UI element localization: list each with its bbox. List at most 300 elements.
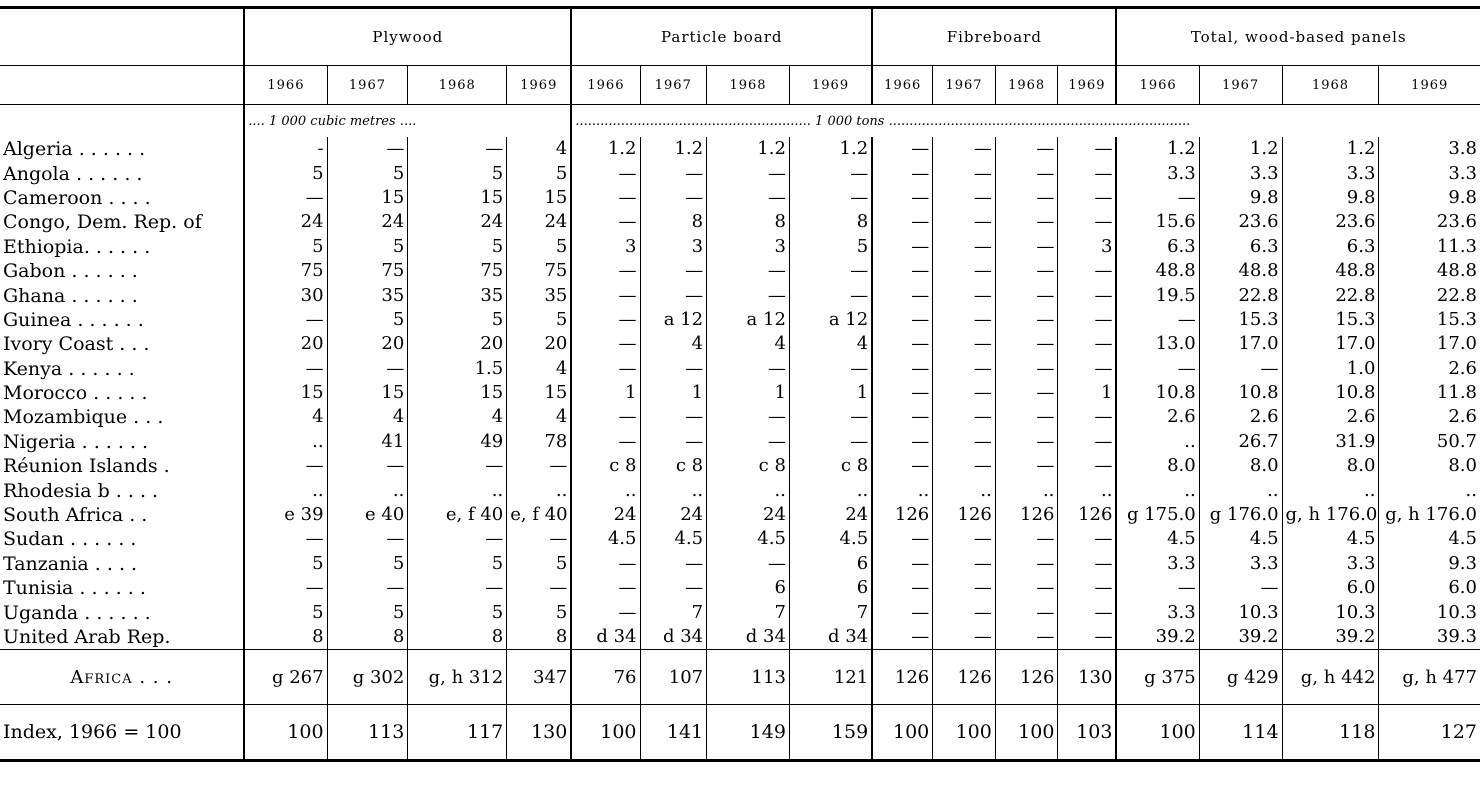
table-row <box>0 308 1480 332</box>
table-cell: 3.3 <box>1199 161 1282 185</box>
table-cell: 1.2 <box>789 137 872 161</box>
table-cell: — <box>707 357 790 381</box>
index-cell: 100 <box>244 705 327 761</box>
index-cell: 114 <box>1199 705 1282 761</box>
unit-others: ......................................................... 1 000 tons ......................................................................... <box>571 105 1480 138</box>
table-row <box>0 454 1480 478</box>
table-cell: 75 <box>244 259 327 283</box>
table-cell: — <box>933 186 996 210</box>
table-cell: 5 <box>327 600 408 624</box>
index-cell: 118 <box>1282 705 1379 761</box>
table-cell: 35 <box>507 283 572 307</box>
table-cell: — <box>571 552 640 576</box>
table-cell: 24 <box>571 503 640 527</box>
table-cell: .. <box>1282 478 1379 502</box>
table-cell: 24 <box>707 503 790 527</box>
table-cell: .. <box>1116 430 1199 454</box>
table-cell: — <box>933 332 996 356</box>
table-cell: 1 <box>640 381 707 405</box>
table-row <box>0 600 1480 624</box>
table-cell: .. <box>789 478 872 502</box>
table-cell: — <box>1058 259 1117 283</box>
country-name: Tunisia . . . . . . <box>3 577 146 600</box>
table-cell: 4 <box>327 405 408 429</box>
year-header: 1969 <box>507 66 572 105</box>
table-cell: — <box>933 357 996 381</box>
table-cell: e 39 <box>244 503 327 527</box>
table-cell: 2.6 <box>1199 405 1282 429</box>
country-name: Réunion Islands . <box>3 455 170 478</box>
table-cell: — <box>707 552 790 576</box>
table-cell: — <box>872 235 933 259</box>
table-cell: — <box>933 308 996 332</box>
table-cell: — <box>933 600 996 624</box>
table-cell: — <box>789 186 872 210</box>
total-cell: g 375 <box>1116 650 1199 705</box>
table-cell: 8.0 <box>1199 454 1282 478</box>
table-cell: 26.7 <box>1199 430 1282 454</box>
year-header: 1967 <box>327 66 408 105</box>
table-cell: 10.8 <box>1199 381 1282 405</box>
table-row <box>0 478 1480 502</box>
table-cell: g 176.0 <box>1199 503 1282 527</box>
year-header: 1967 <box>1199 66 1282 105</box>
table-cell: — <box>640 186 707 210</box>
table-cell: — <box>995 161 1058 185</box>
table-cell: 5 <box>327 552 408 576</box>
table-cell: 15 <box>507 186 572 210</box>
table-cell: .. <box>1379 478 1480 502</box>
table-cell: — <box>408 576 507 600</box>
table-cell: a 12 <box>789 308 872 332</box>
table-cell: — <box>872 576 933 600</box>
table-cell: — <box>408 137 507 161</box>
table-cell: — <box>507 454 572 478</box>
table-cell: a 12 <box>707 308 790 332</box>
table-cell: .. <box>640 478 707 502</box>
table-row <box>0 235 1480 259</box>
table-cell: e 40 <box>327 503 408 527</box>
table-cell: — <box>1058 283 1117 307</box>
table-cell: — <box>327 454 408 478</box>
year-header: 1966 <box>571 66 640 105</box>
table-cell: 35 <box>408 283 507 307</box>
table-row <box>0 527 1480 551</box>
year-header: 1968 <box>1282 66 1379 105</box>
table-cell: 5 <box>507 161 572 185</box>
table-cell: 6.0 <box>1282 576 1379 600</box>
table-cell: — <box>933 235 996 259</box>
table-cell: 126 <box>1058 503 1117 527</box>
table-cell: — <box>789 161 872 185</box>
table-cell: 24 <box>408 210 507 234</box>
total-cell: g 302 <box>327 650 408 705</box>
table-cell: 15 <box>327 381 408 405</box>
header-blank <box>0 8 244 66</box>
table-cell: .. <box>327 478 408 502</box>
table-cell: 3 <box>707 235 790 259</box>
table-cell: 1 <box>789 381 872 405</box>
table-cell: 3 <box>1058 235 1117 259</box>
table-cell: 5 <box>408 552 507 576</box>
table-cell: — <box>1199 357 1282 381</box>
country-name: Rhodesia b . . . . <box>3 479 159 502</box>
total-cell: 126 <box>933 650 996 705</box>
table-cell: — <box>995 332 1058 356</box>
table-cell: — <box>872 381 933 405</box>
table-cell: 2.6 <box>1282 405 1379 429</box>
table-cell: — <box>995 308 1058 332</box>
table-row <box>0 503 1480 527</box>
table-row <box>0 137 1480 161</box>
table-row <box>0 381 1480 405</box>
index-cell: 100 <box>933 705 996 761</box>
table-cell: — <box>995 454 1058 478</box>
table-cell: — <box>872 161 933 185</box>
country-name: Angola . . . . . . <box>3 162 143 185</box>
table-cell: c 8 <box>789 454 872 478</box>
table-cell: 126 <box>995 503 1058 527</box>
index-row <box>0 705 1480 761</box>
table-cell: 17.0 <box>1282 332 1379 356</box>
table-cell: 15 <box>244 381 327 405</box>
table-cell: — <box>1058 430 1117 454</box>
table-cell: — <box>571 186 640 210</box>
table-cell: — <box>995 552 1058 576</box>
table-cell: 24 <box>244 210 327 234</box>
table-cell: — <box>327 137 408 161</box>
table-cell: 39.2 <box>1116 625 1199 650</box>
table-cell: 15.3 <box>1282 308 1379 332</box>
table-cell: — <box>1116 357 1199 381</box>
year-header: 1968 <box>995 66 1058 105</box>
table-cell: 24 <box>327 210 408 234</box>
table-cell: — <box>707 430 790 454</box>
table-cell: — <box>640 357 707 381</box>
table-cell: — <box>995 259 1058 283</box>
table-cell: .. <box>507 478 572 502</box>
table-cell: — <box>789 357 872 381</box>
total-cell: 113 <box>707 650 790 705</box>
table-cell: 5 <box>507 600 572 624</box>
table-cell: d 34 <box>707 625 790 650</box>
table-cell: — <box>640 552 707 576</box>
table-row <box>0 552 1480 576</box>
table-cell: — <box>571 210 640 234</box>
year-header: 1967 <box>640 66 707 105</box>
table-cell: — <box>707 283 790 307</box>
table-cell: 4 <box>507 357 572 381</box>
table-cell: 17.0 <box>1199 332 1282 356</box>
table-cell: — <box>933 381 996 405</box>
table-cell: — <box>933 552 996 576</box>
country-name: Cameroon . . . . <box>3 186 151 209</box>
table-cell: — <box>571 430 640 454</box>
table-cell: — <box>933 625 996 650</box>
table-cell: .. <box>995 478 1058 502</box>
table-cell: — <box>872 210 933 234</box>
table-cell: 9.8 <box>1379 186 1480 210</box>
index-cell: 130 <box>507 705 572 761</box>
table-cell: 24 <box>507 210 572 234</box>
table-cell: 5 <box>408 235 507 259</box>
table-cell: 5 <box>789 235 872 259</box>
table-cell: — <box>933 210 996 234</box>
country-name: Ivory Coast . . . <box>3 333 150 356</box>
table-cell: 1.5 <box>408 357 507 381</box>
table-cell: — <box>571 283 640 307</box>
table-cell: — <box>933 405 996 429</box>
table-cell: — <box>244 357 327 381</box>
table-cell: 15.3 <box>1199 308 1282 332</box>
year-header: 1966 <box>1116 66 1199 105</box>
table-cell: 8 <box>640 210 707 234</box>
table-cell: 2.6 <box>1379 405 1480 429</box>
table-cell: — <box>933 430 996 454</box>
table-cell: 5 <box>244 600 327 624</box>
table-cell: 30 <box>244 283 327 307</box>
table-cell: 5 <box>327 308 408 332</box>
table-cell: 1.2 <box>1116 137 1199 161</box>
country-name: Congo, Dem. Rep. of <box>3 211 202 234</box>
table-cell: — <box>872 186 933 210</box>
table-cell: — <box>1058 186 1117 210</box>
table-cell: — <box>571 259 640 283</box>
table-cell: — <box>1058 332 1117 356</box>
table-cell: .. <box>408 478 507 502</box>
table-cell: .. <box>1199 478 1282 502</box>
table-cell: 4.5 <box>640 527 707 551</box>
table-cell: 4.5 <box>1282 527 1379 551</box>
table-cell: — <box>789 405 872 429</box>
table-row <box>0 332 1480 356</box>
total-row <box>0 650 1480 705</box>
unit-plywood: .... 1 000 cubic metres .... <box>244 105 571 138</box>
table-cell: 4 <box>789 332 872 356</box>
table-cell: — <box>1058 357 1117 381</box>
table-cell: — <box>995 405 1058 429</box>
table-cell: e, f 40 <box>408 503 507 527</box>
table-cell: .. <box>872 478 933 502</box>
table-cell: 4 <box>507 137 572 161</box>
table-cell: 9.8 <box>1199 186 1282 210</box>
table-cell: 5 <box>507 308 572 332</box>
table-cell: 6.3 <box>1282 235 1379 259</box>
table-cell: — <box>995 186 1058 210</box>
table-cell: 4.5 <box>1199 527 1282 551</box>
table-cell: 5 <box>408 161 507 185</box>
table-cell: 4.5 <box>571 527 640 551</box>
index-cell: 127 <box>1379 705 1480 761</box>
table-cell: g, h 176.0 <box>1379 503 1480 527</box>
table-cell: — <box>507 527 572 551</box>
table-cell: 1.2 <box>1282 137 1379 161</box>
table-cell: 6 <box>789 552 872 576</box>
table-cell: 10.3 <box>1379 600 1480 624</box>
table-row <box>0 161 1480 185</box>
country-name: Ghana . . . . . . <box>3 284 138 307</box>
table-cell: 2.6 <box>1116 405 1199 429</box>
country-name: Guinea . . . . . . <box>3 308 144 331</box>
table-cell: 126 <box>933 503 996 527</box>
year-header: 1969 <box>1058 66 1117 105</box>
table-cell: 24 <box>640 503 707 527</box>
total-cell: g, h 312 <box>408 650 507 705</box>
table-cell: - <box>244 137 327 161</box>
table-cell: — <box>640 283 707 307</box>
table-cell: 5 <box>507 552 572 576</box>
table-cell: — <box>571 405 640 429</box>
table-cell: — <box>507 576 572 600</box>
table-cell: — <box>640 259 707 283</box>
country-name: South Africa . . <box>3 504 148 527</box>
unit-row <box>0 105 1480 138</box>
table-cell: 10.3 <box>1282 600 1379 624</box>
table-cell: 1.2 <box>1199 137 1282 161</box>
table-cell: 15 <box>327 186 408 210</box>
table-cell: — <box>872 527 933 551</box>
table-cell: 3.3 <box>1282 552 1379 576</box>
table-cell: 4 <box>507 405 572 429</box>
table-cell: 20 <box>327 332 408 356</box>
table-cell: 15 <box>408 381 507 405</box>
table-cell: 6.3 <box>1116 235 1199 259</box>
total-cell: g 267 <box>244 650 327 705</box>
table-cell: — <box>995 235 1058 259</box>
table-cell: 41 <box>327 430 408 454</box>
table-cell: .. <box>933 478 996 502</box>
table-cell: 3.3 <box>1379 161 1480 185</box>
table-cell: 3.3 <box>1116 600 1199 624</box>
table-cell: 3.3 <box>1116 552 1199 576</box>
table-cell: 3.3 <box>1199 552 1282 576</box>
table-cell: 8.0 <box>1116 454 1199 478</box>
table-cell: — <box>244 308 327 332</box>
table-cell: — <box>995 283 1058 307</box>
total-cell: 130 <box>1058 650 1117 705</box>
table-cell: 4.5 <box>1379 527 1480 551</box>
table-cell: — <box>707 186 790 210</box>
table-cell: 13.0 <box>1116 332 1199 356</box>
table-cell: 5 <box>244 552 327 576</box>
table-cell: .. <box>244 478 327 502</box>
table-cell: — <box>872 308 933 332</box>
table-cell: 24 <box>789 503 872 527</box>
table-cell: .. <box>1116 478 1199 502</box>
table-cell: 78 <box>507 430 572 454</box>
table-cell: 75 <box>327 259 408 283</box>
table-cell: — <box>1058 308 1117 332</box>
table-cell: 8 <box>327 625 408 650</box>
table-cell: 48.8 <box>1199 259 1282 283</box>
table-cell: — <box>872 259 933 283</box>
table-cell: — <box>933 137 996 161</box>
table-cell: — <box>571 357 640 381</box>
table-cell: 3 <box>640 235 707 259</box>
year-header: 1969 <box>789 66 872 105</box>
table-cell: 17.0 <box>1379 332 1480 356</box>
table-cell: — <box>933 259 996 283</box>
table-cell: 1.0 <box>1282 357 1379 381</box>
table-row <box>0 625 1480 650</box>
table-cell: 20 <box>507 332 572 356</box>
table-cell: — <box>995 430 1058 454</box>
table-row <box>0 357 1480 381</box>
table-cell: — <box>571 332 640 356</box>
table-cell: 11.3 <box>1379 235 1480 259</box>
table-cell: 1 <box>707 381 790 405</box>
table-cell: 1.2 <box>707 137 790 161</box>
table-cell: — <box>995 576 1058 600</box>
country-name: Mozambique . . . <box>3 406 164 429</box>
table-cell: — <box>789 430 872 454</box>
unit-blank <box>0 105 244 138</box>
table-cell: — <box>995 137 1058 161</box>
table-cell: g 175.0 <box>1116 503 1199 527</box>
year-header: 1966 <box>244 66 327 105</box>
wood-panels-table <box>0 6 1480 762</box>
table-cell: 23.6 <box>1199 210 1282 234</box>
table-cell: 5 <box>244 161 327 185</box>
table-cell: — <box>933 454 996 478</box>
table-cell: — <box>1058 405 1117 429</box>
table-cell: 39.2 <box>1199 625 1282 650</box>
total-cell: 347 <box>507 650 572 705</box>
table-cell: d 34 <box>640 625 707 650</box>
table-cell: — <box>640 430 707 454</box>
table-cell: .. <box>707 478 790 502</box>
table-cell: — <box>1116 576 1199 600</box>
table-cell: — <box>1058 210 1117 234</box>
country-name: Gabon . . . . . . <box>3 260 138 283</box>
table-cell: 35 <box>327 283 408 307</box>
table-cell: — <box>327 576 408 600</box>
table-cell: 8 <box>408 625 507 650</box>
table-cell: .. <box>244 430 327 454</box>
table-cell: 8 <box>507 625 572 650</box>
table-cell: 50.7 <box>1379 430 1480 454</box>
table-cell: — <box>1058 552 1117 576</box>
index-label: Index, 1966 = 100 <box>0 705 244 761</box>
table-cell: 39.2 <box>1282 625 1379 650</box>
table-cell: 10.3 <box>1199 600 1282 624</box>
table-cell: c 8 <box>571 454 640 478</box>
table-cell: 7 <box>640 600 707 624</box>
table-cell: — <box>872 332 933 356</box>
table-cell: — <box>571 576 640 600</box>
table-cell: 20 <box>244 332 327 356</box>
table-cell: 5 <box>507 235 572 259</box>
table-cell: 6 <box>789 576 872 600</box>
group-fibreboard: Fibreboard <box>872 8 1116 66</box>
table-cell: — <box>872 625 933 650</box>
table-cell: d 34 <box>789 625 872 650</box>
table-cell: 48.8 <box>1282 259 1379 283</box>
table-cell: 8 <box>707 210 790 234</box>
table-cell: — <box>640 161 707 185</box>
table-cell: 8 <box>244 625 327 650</box>
table-cell: — <box>872 357 933 381</box>
table-cell: g, h 176.0 <box>1282 503 1379 527</box>
table-cell: — <box>1058 527 1117 551</box>
table-cell: 10.8 <box>1282 381 1379 405</box>
total-cell: 76 <box>571 650 640 705</box>
table-cell: 31.9 <box>1282 430 1379 454</box>
table-cell: — <box>244 527 327 551</box>
year-header-row <box>0 66 1480 105</box>
table-cell: 23.6 <box>1379 210 1480 234</box>
table-cell: — <box>707 405 790 429</box>
